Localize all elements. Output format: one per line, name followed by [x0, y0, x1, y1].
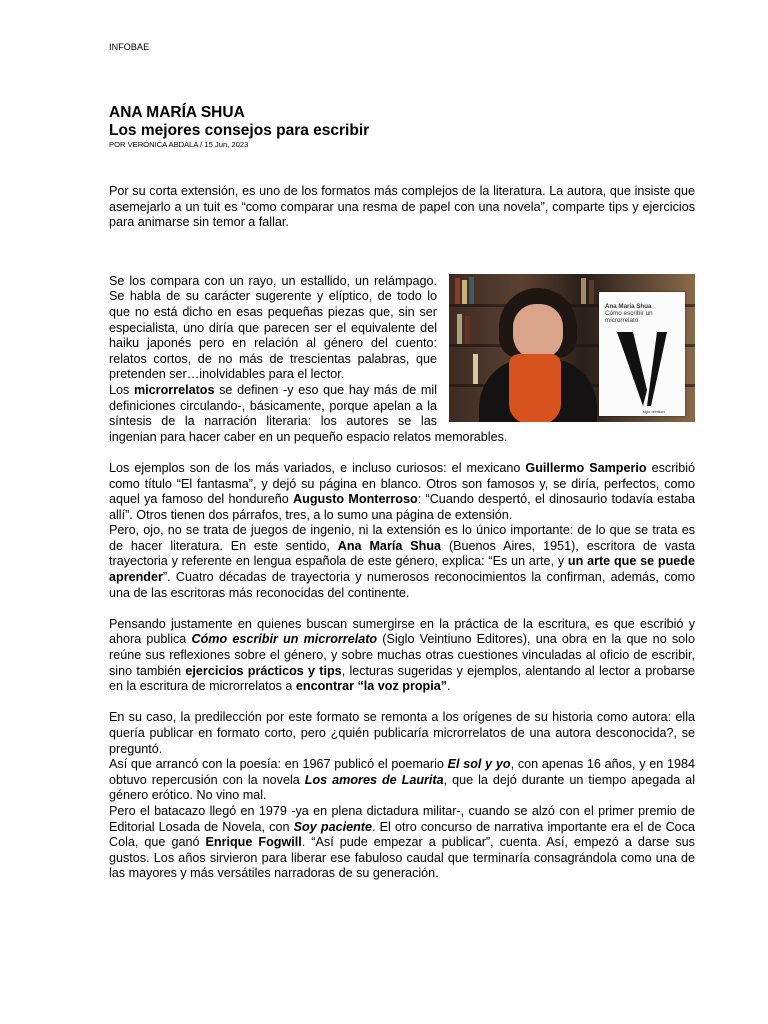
paragraph-2: Los microrrelatos se definen -y eso que hay más de mil definiciones circulando-, básicamente, porque apelan a la síntesis de la narración literaria: los autores se las ingenian para hacer caber en un pequeño espacio relatos memorables. — [109, 382, 508, 444]
lead-paragraph: Por su corta extensión, es uno de los formatos más complejos de la literatura. La autora, que insiste que asemejarlo a un tuit es “como comparar una resma de papel con una novela”, comparte tips y ejercicios para animarse sin temor a fallar. — [109, 184, 695, 230]
paragraph-6: En su caso, la predilección por este formato se remonta a los orígenes de su historia como autora: ella quería publicar en formato corto, pero ¿quién publicaría microrrelatos de una autora desconocida?, se preguntó. — [109, 710, 695, 756]
paragraph-3: Los ejemplos son de los más variados, e incluso curiosos: el mexicano Guillermo Samperio escribió como título “El fantasma”, y dejó su página en blanco. Otros son famosos y, se diría, perfectos, como aquel ya famoso del hondureño Augusto Monterroso: “Cuando despertó, el dinosaurio todavía estaba allí”. Otros tienen dos párrafos, tres, a lo sumo una página de extensión. — [109, 460, 695, 522]
title-main: Los mejores consejos para escribir — [109, 122, 370, 139]
book-v-graphic — [615, 332, 675, 406]
title-author: ANA MARÍA SHUA — [109, 104, 245, 121]
paragraph-1: Se los compara con un rayo, un estallido, un relámpago. Se habla de su carácter sugerente y elíptico, de todo lo que no está dicho en esas pequeñas piezas que, sin ser especialista, uno diría que parecen ser el equivalente del haiku japonés pero en relación al género del cuento: relatos cortos, de no más de trescientas palabras, que pretenden ser…inolvidables para el lector. — [109, 273, 437, 382]
publisher-logo: siglo veintiuno — [643, 409, 666, 414]
paragraph-5: Pensando justamente en quienes buscan sumergirse en la práctica de la escritura, es que escribió y ahora publica Cómo escribir un microrrelato (Siglo Veintiuno Editores), una obra en la que no solo reúne sus reflexiones sobre el género, y sobre muchas otras cuestiones vinculadas al oficio de escribir, sino también ejercicios prácticos y tips, lecturas sugeridas y ejemplos, alentando al lector a probarse en la escritura de microrrelatos a encontrar “la voz propia”. — [109, 616, 695, 694]
paragraph-8: Pero el batacazo llegó en 1979 -ya en plena dictadura militar-, cuando se alzó con el primer premio de Editorial Losada de Novela, con Soy paciente. El otro concurso de narrativa importante era el de Coca Cola, que ganó Enrique Fogwill. “Así pude empezar a publicar”, cuenta. Así, empezó a darse sus gustos. Los años sirvieron para liberar ese fabuloso caudal que terminaría consagrándola como una de las mayores y más versátiles narradoras de su generación. — [109, 803, 695, 881]
book-title: Cómo escribir un microrrelato — [605, 309, 653, 324]
book-author: Ana María Shua — [605, 302, 652, 310]
author-photo — [449, 274, 695, 422]
source-label: INFOBAE — [109, 42, 150, 52]
headline-block — [109, 104, 669, 149]
paragraph-4: Pero, ojo, no se trata de juegos de ingenio, ni la extensión es lo único importante: de lo que se trata es de hacer literatura. En este sentido, Ana María Shua (Buenos Aires, 1951), escritora de vasta trayectoria y referente en lengua española de este género, explica: “Es un arte, y un arte que se puede aprender”. Cuatro décadas de trayectoria y numerosos reconocimientos la confirman, además, como una de las escritoras más reconocidas del continente. — [109, 523, 695, 600]
byline: POR VERÓNICA ABDALA / 15 Jun, 2023 — [109, 140, 249, 149]
article-body — [109, 184, 695, 882]
paragraph-7: Así que arrancó con la poesía: en 1967 publicó el poemario El sol y yo, con apenas 16 años, y en 1984 obtuvo repercusión con la novela Los amores de Laurita, que la dejó durante un tiempo apegada al género erótico. No vino mal. — [109, 757, 695, 803]
book-cover — [599, 292, 685, 416]
